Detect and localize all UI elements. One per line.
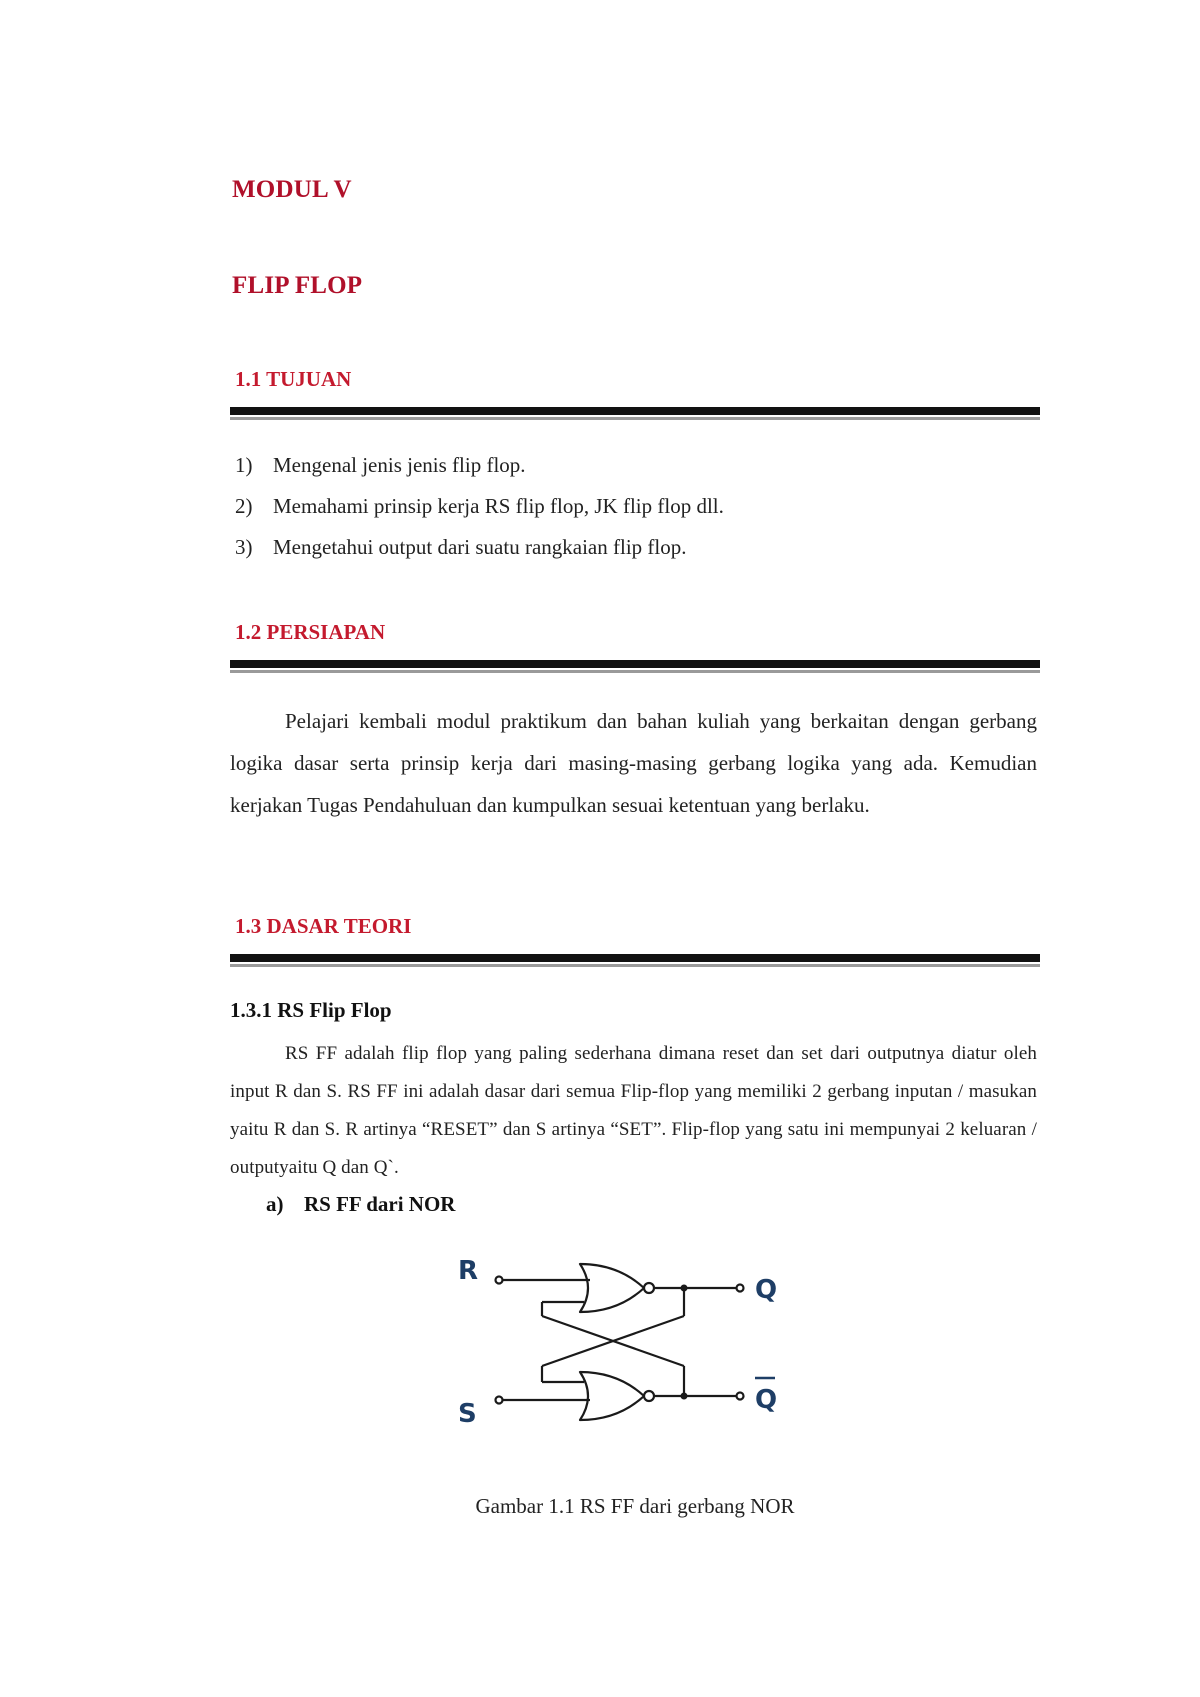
objective-item: 3) Mengetahui output dari suatu rangkaian flip flop.	[235, 535, 687, 559]
objective-item: 2) Memahami prinsip kerja RS flip flop, JK flip flop dll.	[235, 494, 724, 518]
persiapan-paragraph: Pelajari kembali modul praktikum dan bahan kuliah yang berkaitan dengan gerbang logika dasar serta prinsip kerja dari masing-masing gerbang logika yang ada. Kemudian kerjakan Tugas Pendahuluan dan kumpulkan sesuai ketentuan yang berlaku.	[230, 709, 1037, 817]
inversion-bubble	[644, 1391, 654, 1401]
rs-ff-paragraph: RS FF adalah flip flop yang paling sederhana dimana reset dan set dari outputnya diatur oleh input R dan S. RS FF ini adalah dasar dari semua Flip-flop yang memiliki 2 gerbang inputan / masukan yaitu R dan S. R artinya “RESET” dan S artinya “SET”. Flip-flop yang satu ini mempunyai 2 keluaran / outputyaitu Q dan Q`.	[230, 1043, 1037, 1178]
module-label: MODUL V	[232, 176, 352, 203]
label-q-bar: Q	[755, 1385, 778, 1415]
rs-nor-flip-flop-diagram	[450, 1250, 810, 1450]
inversion-bubble	[644, 1283, 654, 1293]
nor-gate-top	[580, 1264, 644, 1312]
q-bar-output-terminal	[737, 1393, 744, 1400]
section-divider	[230, 407, 1040, 421]
section-heading-tujuan: 1.1 TUJUAN	[235, 367, 352, 391]
q-output-terminal	[737, 1285, 744, 1292]
section-divider	[230, 954, 1040, 968]
label-q: Q	[755, 1275, 778, 1305]
section-divider	[230, 660, 1040, 674]
subsection-heading: 1.3.1 RS Flip Flop	[230, 998, 392, 1022]
objective-item: 1) Mengenal jenis jenis flip flop.	[235, 453, 526, 477]
sub-point: a) RS FF dari NOR	[266, 1192, 456, 1216]
nor-gate-bottom	[580, 1372, 644, 1420]
junction-dot	[681, 1285, 688, 1292]
section-heading-persiapan: 1.2 PERSIAPAN	[235, 620, 386, 644]
s-input-terminal	[496, 1397, 503, 1404]
label-s: S	[458, 1399, 477, 1429]
figure-caption: Gambar 1.1 RS FF dari gerbang NOR	[475, 1494, 795, 1518]
label-r: R	[458, 1256, 479, 1286]
module-topic: FLIP FLOP	[232, 272, 363, 299]
r-input-terminal	[496, 1277, 503, 1284]
section-heading-dasar-teori: 1.3 DASAR TEORI	[235, 914, 412, 938]
junction-dot	[681, 1393, 688, 1400]
